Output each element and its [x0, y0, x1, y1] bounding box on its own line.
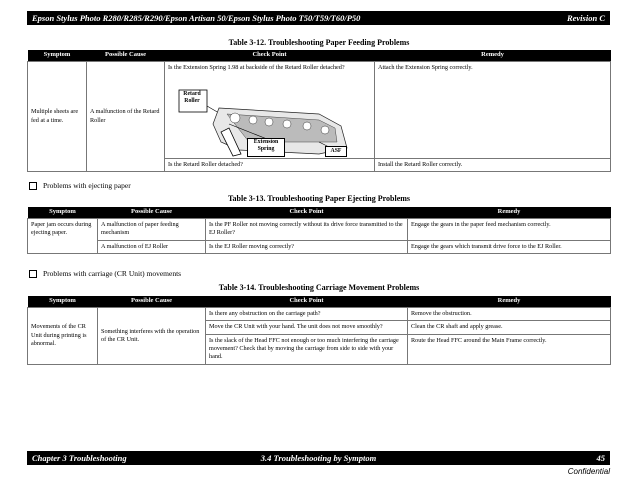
confidential-mark: Confidential	[567, 467, 610, 476]
check-text: Is the Extension Spring 1.98 at backside of the Retard Roller detached?	[168, 64, 345, 71]
table-3-13	[27, 207, 611, 254]
remedy-cell: Engage the gears which transmit drive force to the EJ Roller.	[408, 240, 611, 253]
remedy-cell: Route the Head FFC around the Main Frame correctly.	[408, 334, 611, 364]
footer-page-number: 45	[596, 453, 605, 463]
col-cause: Possible Cause	[87, 50, 165, 62]
retard-roller-label: Retard Roller	[183, 91, 201, 104]
col-cause: Possible Cause	[98, 207, 206, 219]
check-cell: Move the CR Unit with your hand. The unit does not move smoothly?	[206, 321, 408, 334]
col-check: Check Point	[206, 207, 408, 219]
extension-spring-label: Extension Spring	[247, 138, 285, 157]
check-cell: Is the EJ Roller moving correctly?	[206, 240, 408, 253]
col-cause: Possible Cause	[98, 296, 206, 308]
bullet-text: Problems with carriage (CR Unit) movements	[43, 269, 182, 278]
bullet-ejecting	[29, 181, 131, 190]
checkbox-icon	[29, 270, 37, 278]
footer-chapter: Chapter 3 Troubleshooting	[32, 453, 127, 463]
cause-cell: A malfunction of EJ Roller	[98, 240, 206, 253]
remedy-cell: Clean the CR shaft and apply grease.	[408, 321, 611, 334]
col-symptom: Symptom	[28, 50, 87, 62]
check-cell: Is the slack of the Head FFC not enough or too much interfering the carriage movement? Check that by moving the carriage from side to side with your hand.	[206, 334, 408, 364]
header-title: Epson Stylus Photo R280/R285/R290/Epson Artisan 50/Epson Stylus Photo T50/T59/T60/P50	[32, 13, 361, 23]
check-cell: Is there any obstruction on the carriage path?	[206, 308, 408, 321]
remedy-cell: Engage the gears in the paper feed mechanism correctly.	[408, 219, 611, 241]
cause-cell: A malfunction of the Retard Roller	[87, 62, 165, 172]
checkbox-icon	[29, 182, 37, 190]
footer-section: 3.4 Troubleshooting by Symptom	[260, 453, 377, 463]
page-footer	[27, 451, 610, 465]
symptom-cell: Movements of the CR Unit during printing is abnormal.	[28, 308, 98, 365]
cause-cell: A malfunction of paper feeding mechanism	[98, 219, 206, 241]
header-revision: Revision C	[566, 13, 605, 23]
col-check: Check Point	[206, 296, 408, 308]
symptom-cell: Multiple sheets are fed at a time.	[28, 62, 87, 172]
table-3-14	[27, 296, 611, 365]
col-symptom: Symptom	[28, 296, 98, 308]
cause-cell: Something interferes with the operation of the CR Unit.	[98, 308, 206, 365]
col-remedy: Remedy	[408, 207, 611, 219]
asf-label: ASF	[325, 146, 347, 157]
table-3-12	[27, 50, 611, 172]
page-header	[27, 11, 610, 25]
remedy-cell: Install the Retard Roller correctly.	[375, 159, 611, 172]
bullet-carriage	[29, 269, 181, 278]
check-cell: Is the PF Roller not moving correctly without its drive force transmitted to the EJ Roller?	[206, 219, 408, 241]
symptom-cell: Paper jam occurs during ejecting paper.	[28, 219, 98, 254]
table-3-12-title: Table 3-12. Troubleshooting Paper Feeding Problems	[228, 38, 410, 47]
remedy-cell: Remove the obstruction.	[408, 308, 611, 321]
remedy-cell: Attach the Extension Spring correctly.	[375, 62, 611, 159]
col-symptom: Symptom	[28, 207, 98, 219]
col-check: Check Point	[165, 50, 375, 62]
bullet-text: Problems with ejecting paper	[43, 181, 131, 190]
check-cell: Is the Retard Roller detached?	[165, 159, 375, 172]
table-3-13-title: Table 3-13. Troubleshooting Paper Ejecting Problems	[227, 194, 411, 203]
col-remedy: Remedy	[408, 296, 611, 308]
table-3-14-title: Table 3-14. Troubleshooting Carriage Movement Problems	[218, 283, 420, 292]
col-remedy: Remedy	[375, 50, 611, 62]
check-cell-figure	[165, 62, 375, 159]
